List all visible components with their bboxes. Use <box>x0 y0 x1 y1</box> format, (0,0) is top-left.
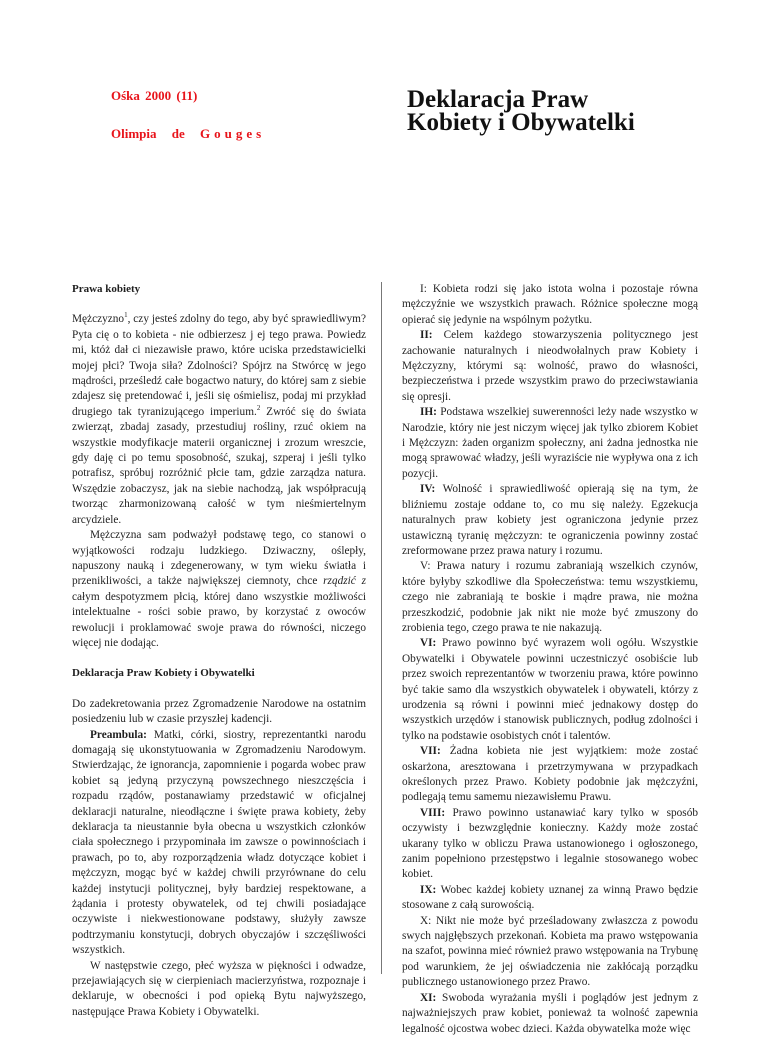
article-number: XI: <box>420 991 437 1004</box>
column-divider <box>381 282 382 974</box>
article-number: VI: <box>420 637 437 650</box>
masthead <box>111 88 265 142</box>
preamble-label: Preambula: <box>90 728 147 741</box>
article-number: IX: <box>420 883 437 896</box>
decree-paragraph: Do zadekretowania przez Zgromadzenie Narodowe na ostatnim posiedzeniu lub w czasie przyszłej kadencji. <box>72 697 366 726</box>
second-text-end: całym despotyzmem płcią, której dano wszystkie możliwości intelektualne - rości sobie prawo, by korzystać z owoców rewolucji i proklamować swoje prawa do równości, niczego więcej nie dodając. <box>72 590 366 649</box>
article-4 <box>402 482 698 559</box>
document-title <box>407 88 635 134</box>
section-heading-deklaracja: Deklaracja Praw Kobiety i Obywatelki <box>72 667 255 680</box>
author-last-name: Gouges <box>200 126 266 141</box>
article-number: X: <box>420 914 432 927</box>
article-2 <box>402 328 698 405</box>
article-number: VII: <box>420 745 441 758</box>
footnote-marker-1: 1 <box>124 311 128 320</box>
final-paragraph: W następstwie czego, płeć wyższa w piękności i odwadze, przejawiających się w cierpieniach macierzyństwa, rozpoznaje i deklaruje, w obecności i pod opieką Bytu najwyższego, następujące Prawa Kobiety i Obywatelki. <box>72 959 366 1018</box>
intro-paragraph <box>72 312 366 528</box>
article-text: Kobieta rodzi się jako istota wolna i pozostaje równa mężczyźnie we wszystkich prawach. Różnice społeczne mogą opierać się jedynie na wspólnym pożytku. <box>402 283 698 326</box>
intro-text-mid: , czy jesteś zdolny do tego, aby być sprawiedliwym? Pyta cię o to kobieta - nie odbierzesz j ej tego prawa. Powiedz mi, któż dał ci niezawisłe prawo, które uciska przedstawicielki mojej płci? Twoja siła? Zdolności? Spójrz na Stwórcę w jego mądrości, prześledź całe bogactwo natury, do której sam z siebie zdajesz się pretendować i, jeśli się ośmielisz, podaj mi przykład drugiego tak tyranizującego imperium. <box>72 313 366 418</box>
right-column <box>402 282 698 1037</box>
article-6 <box>402 636 698 744</box>
article-text: Swoboda wyrażania myśli i poglądów jest jednym z najważniejszych praw kobiet, ponieważ ta wolność zapewnia legalność ojcostwa wobec dzieci. Każda obywatelka może więc <box>402 991 698 1035</box>
article-9 <box>402 883 698 914</box>
article-number: VIII: <box>420 806 446 819</box>
author-particle: de <box>171 126 185 141</box>
author-name <box>111 126 265 142</box>
intro-text-end: Zwróć się do świata zwierząt, zbadaj zasady, przestudiuj rośliny, rzuć okiem na wszystkie modyfikacje materii organicznej i zrozum wreszcie, gdy daję ci po temu sposobność, szukaj, szperaj i jeśli tylko potrafisz, spróbuj rozróżnić płcie tam, gdzie zarządza natura. Wszędzie zobaczysz, jak na siebie nachodzą, jak współpracują tworząc zharmonizowaną całość w tym nieśmiertelnym arcydziele. <box>72 405 366 526</box>
article-8 <box>402 806 698 883</box>
preamble-text: Matki, córki, siostry, reprezentantki narodu domagają się ukonstytuowania w Zgromadzeniu Narodowym. Stwierdzając, że ignorancja, zapomnienie i pogarda wobec praw kobiet są jedyną przyczyną powszechnego nieszczęścia i rozpadu rządów, postanawiamy przedstawić w oficjalnej deklaracji naturalne, nieodłączne i święte prawa kobiety, żeby deklaracja ta nieustannie była obecna u wszystkich członków ciała społecznego i przypominała im zawsze o powinnościach i prawach, po to, aby rozporządzenia władz dotyczące kobiet i mężczyzn, mogąc być w każdej chwili przyrównane do celu każdej instytucji politycznej, były bardziej respektowane, a żądania i protesty obywatelek, od tej chwili posiadające oczywiste i niekwestionowane podstawy, służyły zawsze podtrzymaniu konstytucji, dobrych obyczajów i szczęśliwości wszystkich. <box>72 728 366 957</box>
article-3 <box>402 405 698 482</box>
issue-label: Ośka 2000 (11) <box>111 88 198 103</box>
preamble-paragraph <box>72 728 366 959</box>
second-text-italic: rządzić z <box>323 575 366 588</box>
article-text: Nikt nie może być prześladowany zwłaszcza z powodu swych najgłębszych przekonań. Kobieta ma prawo wstępowania na szafot, powinna mieć również prawo wstępowania na Trybunę pod warunkiem, że jej oświadczenia nie zakłócają porządku publicznego ustanowionego przez Prawo. <box>402 914 698 989</box>
article-text: Prawa natury i rozumu zabraniają wszelkich czynów, które byłyby szkodliwe dla Społeczeństwa: temu wszystkiemu, czego nie zabraniają te boskie i mądre prawa, nie można przeszkodzić, podobnie jak nikt nie może być zmuszony do zrobienia tego, czego prawa te nie nakazują. <box>402 560 698 634</box>
second-text-start: Mężczyzna sam podważył podstawę tego, co stanowi o wyjątkowości rodzaju ludzkiego. Dziwaczny, oślepły, napuszony nauką i zdegenerowany, w tym wieku światła i przenikliwości, a także największej ciemnoty, chce <box>72 529 366 588</box>
article-5 <box>402 559 698 636</box>
footnote-marker-2: 2 <box>256 404 261 413</box>
section-heading-prawa-kobiety: Prawa kobiety <box>72 283 141 295</box>
title-line-1: Deklaracja Praw <box>407 86 589 113</box>
article-11 <box>402 991 698 1037</box>
article-1 <box>402 282 698 328</box>
article-text: Podstawa wszelkiej suwerenności leży nade wszystko w Narodzie, który nie jest niczym więcej jak tylko zbiorem Kobiet i Mężczyzn: żaden organizm społeczny, ani żadna jednostka nie mogą sprawować władzy, jeśli wyraziście nie wypływa ona z ich pozycji. <box>402 406 698 480</box>
article-number: IH: <box>420 406 437 419</box>
title-line-2: Kobiety i Obywatelki <box>407 109 635 136</box>
article-number: I: <box>420 283 427 295</box>
article-text: Wobec każdej kobiety uznanej za winną Prawo będzie stosowane z całą surowością. <box>402 883 698 912</box>
article-text: Prawo powinno ustanawiać kary tylko w sposób oczywisty i bezwzględnie konieczny. Każdy może zostać ukarany tylko w obliczu Prawa ustanowionego i ogłoszonego, zanim popełniono przestępstwo i legalnie stosowanego wobec kobiet. <box>402 806 698 881</box>
spacer <box>72 651 366 666</box>
intro-text-start: Mężczyzno <box>72 313 125 326</box>
article-text: Żadna kobieta nie jest wyjątkiem: może zostać oskarżona, aresztowana i przetrzymywana w przypadkach określonych przez Prawo. Kobiety podobnie jak mężczyźni, podlegają temu samemu niezawisłemu Prawu. <box>402 745 698 804</box>
article-number: V: <box>420 560 431 573</box>
article-number: IV: <box>420 483 436 496</box>
article-10 <box>402 914 698 991</box>
article-7 <box>402 744 698 806</box>
author-first-name: Olimpia <box>111 126 157 141</box>
article-text: Wolność i sprawiedliwość opierają się na tym, że bliźniemu zostaje oddane to, co mu się należy. Egzekucja naturalnych praw kobiety jest ograniczona jedynie przez ustawiczną tyranię mężczyzn: te ograniczenia powinny zostać zreformowane przez prawa natury i rozumu. <box>402 483 698 557</box>
left-column <box>72 282 366 1020</box>
article-number: II: <box>420 329 433 342</box>
article-text: Prawo powinno być wyrazem woli ogółu. Wszystkie Obywatelki i Obywatele powinni uczestniczyć osobiście lub przez swoich reprezentantów w tworzeniu prawa, które powinno być takie samo dla wszystkich obywatelek i obywateli, którzy z urodzenia są równi i powinni mieć jednakowy dostęp do wszystkich urzędów i stanowisk publicznych, podług zdolności i tylko na podstawie osobistych cnót i talentów. <box>402 637 698 742</box>
second-paragraph <box>72 528 366 651</box>
article-text: Celem każdego stowarzyszenia politycznego jest zachowanie naturalnych i nieodwołalnych praw Kobiety i Mężczyzny, którymi są: wolność, prawo do własności, bezpieczeństwa i przede wszystkim prawo do przeciwstawiania się opresji. <box>402 329 698 403</box>
